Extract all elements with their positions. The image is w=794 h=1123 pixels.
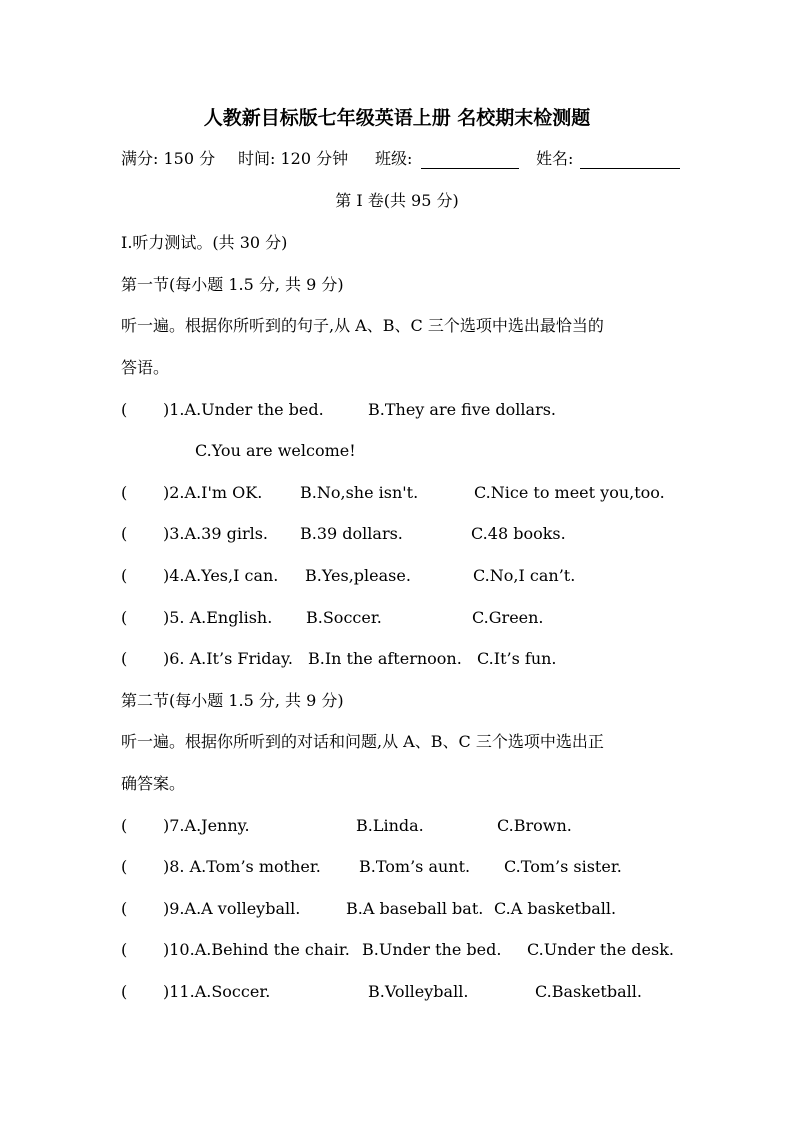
q11-option-c: C.Basketball. (535, 982, 642, 1001)
q2-option-c: C.Nice to meet you,too. (474, 483, 665, 502)
q5-option-a: )5. A.English. (163, 608, 273, 627)
section1-instruction-cont: 答语。 (121, 358, 170, 377)
q4-option-b: B.Yes,please. (305, 566, 411, 585)
name-blank[interactable] (580, 152, 680, 169)
q1-option-a: )1.A.Under the bed. (163, 400, 324, 419)
q4-option-a: )4.A.Yes,I can. (163, 566, 279, 585)
q2-option-a: )2.A.I'm OK. (163, 483, 263, 502)
q6-option-c: C.It’s fun. (477, 649, 557, 668)
volume-heading: 第 I 卷(共 95 分) (335, 191, 459, 210)
q11-option-a: )11.A.Soccer. (163, 982, 271, 1001)
answer-paren[interactable]: ( (121, 566, 128, 585)
time-label: 时间: 120 分钟 (238, 149, 349, 168)
q11-option-b: B.Volleyball. (368, 982, 469, 1001)
q5-option-b: B.Soccer. (306, 608, 382, 627)
answer-paren[interactable]: ( (121, 608, 128, 627)
answer-paren[interactable]: ( (121, 483, 128, 502)
q2-option-b: B.No,she isn't. (300, 483, 419, 502)
q9-option-b: B.A baseball bat. (346, 899, 484, 918)
name-label: 姓名: (536, 149, 574, 168)
q8-option-b: B.Tom’s aunt. (359, 857, 471, 876)
q4-option-c: C.No,I can’t. (473, 566, 576, 585)
section2-heading: 第二节(每小题 1.5 分, 共 9 分) (121, 691, 344, 710)
q3-option-b: B.39 dollars. (300, 524, 403, 543)
q9-option-c: C.A basketball. (494, 899, 617, 918)
part1-heading: Ⅰ.听力测试。(共 30 分) (121, 233, 288, 252)
section2-instruction-cont: 确答案。 (121, 774, 186, 793)
answer-paren[interactable]: ( (121, 857, 128, 876)
answer-paren[interactable]: ( (121, 524, 128, 543)
section1-heading: 第一节(每小题 1.5 分, 共 9 分) (121, 275, 344, 294)
class-blank[interactable] (421, 152, 519, 169)
q1-option-b: B.They are five dollars. (368, 400, 557, 419)
q7-option-a: )7.A.Jenny. (163, 816, 250, 835)
q9-option-a: )9.A.A volleyball. (163, 899, 301, 918)
q6-option-a: )6. A.It’s Friday. (163, 649, 294, 668)
answer-paren[interactable]: ( (121, 940, 128, 959)
q10-option-a: )10.A.Behind the chair. (163, 940, 350, 959)
answer-paren[interactable]: ( (121, 899, 128, 918)
page-title: 人教新目标版七年级英语上册 名校期末检测题 (203, 107, 591, 129)
class-label: 班级: (375, 149, 413, 168)
q6-option-b: B.In the afternoon. (308, 649, 462, 668)
q8-option-c: C.Tom’s sister. (504, 857, 622, 876)
answer-paren[interactable]: ( (121, 982, 128, 1001)
q7-option-c: C.Brown. (497, 816, 572, 835)
section2-instruction: 听一遍。根据你所听到的对话和问题,从 A、B、C 三个选项中选出正 (121, 732, 604, 751)
answer-paren[interactable]: ( (121, 649, 128, 668)
score-label: 满分: 150 分 (121, 149, 216, 168)
q3-option-a: )3.A.39 girls. (163, 524, 269, 543)
answer-paren[interactable]: ( (121, 400, 128, 419)
q10-option-c: C.Under the desk. (527, 940, 674, 959)
q1-option-c: C.You are welcome! (195, 441, 356, 460)
q10-option-b: B.Under the bed. (362, 940, 502, 959)
q3-option-c: C.48 books. (471, 524, 566, 543)
q7-option-b: B.Linda. (356, 816, 424, 835)
q5-option-c: C.Green. (472, 608, 544, 627)
q8-option-a: )8. A.Tom’s mother. (163, 857, 321, 876)
answer-paren[interactable]: ( (121, 816, 128, 835)
section1-instruction: 听一遍。根据你所听到的句子,从 A、B、C 三个选项中选出最恰当的 (121, 316, 604, 335)
